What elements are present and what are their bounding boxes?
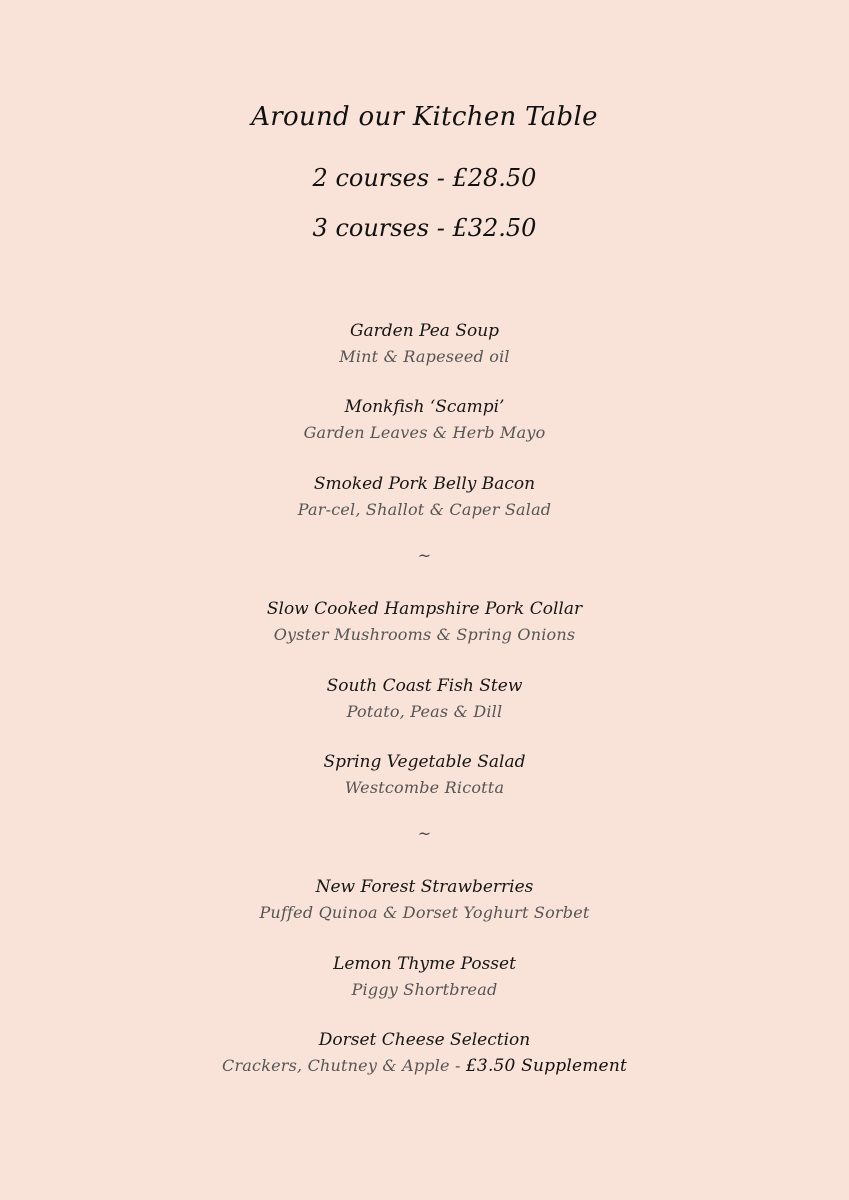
dish-name: Spring Vegetable Salad (323, 752, 526, 772)
dessert-item (0, 953, 849, 1000)
dish-description: Potato, Peas & Dill (346, 702, 503, 721)
dessert-item (0, 876, 849, 923)
dish-name: Lemon Thyme Posset (333, 954, 516, 974)
main-item (0, 751, 849, 798)
dish-description: Par-cel, Shallot & Caper Salad (297, 500, 552, 519)
price-two-courses: 2 courses - £28.50 (312, 164, 537, 192)
starter-item (0, 473, 849, 520)
dish-description: Puffed Quinoa & Dorset Yoghurt Sorbet (259, 903, 590, 922)
dish-description (0, 1056, 849, 1076)
dish-name: Garden Pea Soup (349, 321, 500, 341)
dish-name: Monkfish ‘Scampi’ (344, 397, 505, 417)
dish-name: Slow Cooked Hampshire Pork Collar (266, 599, 583, 619)
menu-title: Around our Kitchen Table (251, 102, 598, 132)
main-item (0, 675, 849, 722)
dish-description-text: Crackers, Chutney & Apple - (222, 1056, 466, 1075)
dish-name: Dorset Cheese Selection (318, 1030, 531, 1050)
dish-name: Smoked Pork Belly Bacon (313, 474, 536, 494)
course-separator: ~ (417, 546, 432, 565)
dish-description: Oyster Mushrooms & Spring Onions (273, 625, 576, 644)
dish-description: Mint & Rapeseed oil (339, 347, 510, 366)
dessert-item (0, 1029, 849, 1076)
dish-name: South Coast Fish Stew (326, 676, 523, 696)
starter-item (0, 320, 849, 367)
main-item (0, 598, 849, 645)
starter-item (0, 396, 849, 443)
price-three-courses: 3 courses - £32.50 (312, 214, 537, 242)
course-separator: ~ (417, 824, 432, 843)
dish-description: Westcombe Ricotta (344, 778, 505, 797)
supplement-price: £3.50 Supplement (465, 1056, 627, 1076)
dish-description: Piggy Shortbread (351, 980, 498, 999)
dish-description: Garden Leaves & Herb Mayo (303, 423, 546, 442)
dish-name: New Forest Strawberries (315, 877, 534, 897)
